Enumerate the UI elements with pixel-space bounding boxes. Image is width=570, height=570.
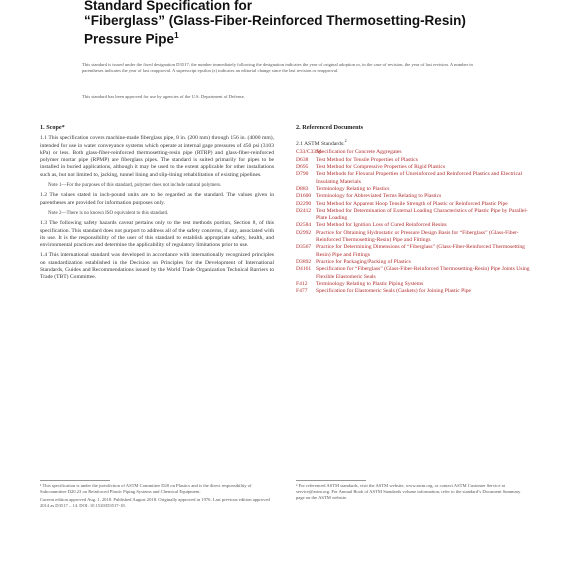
reference-code-link[interactable]: D3567 bbox=[296, 244, 312, 251]
reference-title-link[interactable]: Test Method for Apparent Hoop Tensile Strength of Plastic or Reinforced Plastic Pipe bbox=[316, 200, 508, 207]
reference-item[interactable] bbox=[296, 157, 530, 164]
astm-standards-label: 2.1 ASTM Standards: bbox=[296, 141, 345, 148]
reference-code-link[interactable]: D695 bbox=[296, 164, 309, 171]
reference-item[interactable] bbox=[296, 201, 530, 208]
reference-title-link[interactable]: Practice for Determining Dimensions of “Fiberglass” (Glass-Fiber-Reinforced Thermosetting Resin) Pipe and Fittings bbox=[316, 244, 525, 258]
reference-title-link[interactable]: Test Method for Ignition Loss of Cured Reinforced Resins bbox=[316, 222, 447, 229]
reference-item[interactable] bbox=[296, 193, 530, 200]
reference-code-link[interactable]: D1600 bbox=[296, 193, 312, 200]
scope-paragraph-1-3: 1.3 The following safety hazards caveat pertains only to the test methods portion, Section 8, of this specification. This standard does not purport to address all of the safety concerns, if any, associated with its use. It is the responsibility of the user of this standard to establish appropriate safety, health, and environmental practices and determine the applicability of regulatory limitations prior to use. bbox=[40, 220, 274, 249]
footnote-current-edition: Current edition approved Aug. 1, 2018. Published August 2018. Originally approved in 1976. Last previous edition approved 2014 as D3517 – 14. DOI: 10.1520/D3517-18. bbox=[40, 497, 270, 508]
referenced-documents-heading: 2. Referenced Documents bbox=[296, 124, 364, 131]
scope-heading: 1. Scope* bbox=[40, 124, 65, 131]
title-line-2: “Fiberglass” (Glass-Fiber-Reinforced Thermosetting-Resin) bbox=[84, 13, 466, 28]
footnotes-left bbox=[40, 483, 274, 509]
scope-paragraph-1-1: 1.1 This specification covers machine-made fiberglass pipe, 8 in. (200 mm) through 156 in. (4000 mm), intended for use in water conveyance systems which operate at internal gage pressures of 450 psi (3103 kPa) or less. Both glass-fiber-reinforced thermosetting-resin pipe (RTRP) and glass-fiber-reinforced polymer mortar pipe (RPMP) are fiberglass pipes. The standard is suited primarily for pipes to be installed in buried applications, although it may be used to the extent applicable for other installations such as, but not limited to, jacking, tunnel lining and slip-lining rehabilitation of existing pipelines. bbox=[40, 135, 274, 178]
reference-title-link[interactable]: Terminology Relating to Plastic Piping Systems bbox=[316, 280, 424, 287]
reference-code-link[interactable]: D2412 bbox=[296, 207, 312, 214]
reference-code-link[interactable]: F477 bbox=[296, 288, 308, 295]
note-2: Note 2—There is no known ISO equivalent to this standard. bbox=[48, 210, 169, 216]
footnote-1: ¹ This specification is under the jurisdiction of ASTM Committee D20 on Plastics and is the direct responsibility of Subcommittee D20.23 on Reinforced Plastic Piping Systems and Chemical Equipment. bbox=[40, 483, 252, 494]
reference-item[interactable] bbox=[296, 244, 530, 259]
reference-item[interactable] bbox=[296, 230, 530, 245]
reference-item[interactable] bbox=[296, 222, 530, 229]
reference-code-link[interactable]: D2992 bbox=[296, 229, 312, 236]
reference-list bbox=[296, 149, 530, 295]
reference-code-link[interactable]: D2290 bbox=[296, 200, 312, 207]
reference-code-link[interactable]: C33/C33M bbox=[296, 149, 322, 156]
astm-standards-subhead bbox=[296, 137, 530, 148]
reference-title-link[interactable]: Test Methods for Flexural Properties of Unreinforced and Reinforced Plastics and Electrical Insulating Materials bbox=[316, 171, 523, 185]
reference-title-link[interactable]: Specification for Concrete Aggregates bbox=[316, 149, 402, 156]
scope-paragraph-1-2: 1.2 The values stated in inch-pound units are to be regarded as the standard. The values given in parentheses are provided for information purposes only. bbox=[40, 192, 274, 206]
reference-title-link[interactable]: Test Method for Compressive Properties of Rigid Plastics bbox=[316, 164, 446, 171]
reference-title-link[interactable]: Terminology for Abbreviated Terms Relating to Plastics bbox=[316, 193, 442, 200]
astm-standards-footnote-mark: 2 bbox=[344, 138, 347, 144]
reference-code-link[interactable]: D3892 bbox=[296, 258, 312, 265]
reference-item[interactable] bbox=[296, 149, 530, 156]
title-footnote-mark: 1 bbox=[174, 31, 179, 40]
reference-title-link[interactable]: Specification for Elastomeric Seals (Gaskets) for Joining Plastic Pipe bbox=[316, 288, 472, 295]
reference-item[interactable] bbox=[296, 266, 530, 281]
reference-item[interactable] bbox=[296, 288, 530, 295]
right-column bbox=[296, 124, 530, 295]
reference-code-link[interactable]: D790 bbox=[296, 171, 309, 178]
dod-approval-notice: This standard has been approved for use by agencies of the U.S. Department of Defense. bbox=[82, 94, 245, 99]
reference-title-link[interactable]: Specification for “Fiberglass” (Glass-Fiber-Reinforced Thermosetting-Resin) Pipe Joints Using Flexible Elastomeric Seals bbox=[316, 266, 530, 280]
footnote-2: ² For referenced ASTM standards, visit the ASTM website, www.astm.org, or contact ASTM Customer Service at service@astm.org. For Annual Book of ASTM Standards volume information, refer to the standard’s Document Summary page on the ASTM website. bbox=[296, 483, 521, 500]
reference-code-link[interactable]: D638 bbox=[296, 156, 309, 163]
scope-paragraph-1-4: 1.4 This international standard was developed in accordance with internationally recognized principles on standardization established in the Decision on Principles for the Development of International Standards, Guides and Recommendations issued by the World Trade Organization Technical Barriers to Trade (TBT) Committee. bbox=[40, 252, 274, 281]
footnote-divider-right bbox=[296, 480, 366, 481]
title-line-3: Pressure Pipe bbox=[84, 31, 175, 47]
document-title bbox=[84, 0, 504, 47]
title-line-1: Standard Specification for bbox=[84, 0, 253, 13]
left-column bbox=[40, 124, 274, 285]
reference-code-link[interactable]: D4161 bbox=[296, 266, 312, 273]
designation-notice: This standard is issued under the fixed designation D3517; the number immediately following the designation indicates the year of original adoption or, in the case of revision, the year of last revision. A number in parentheses indicates the year of last reapproval. A superscript epsilon (ε) indicates an editorial change since the last revision or reapproval. bbox=[82, 62, 473, 73]
reference-title-link[interactable]: Test Method for Tensile Properties of Plastics bbox=[316, 156, 418, 163]
reference-code-link[interactable]: D883 bbox=[296, 185, 309, 192]
reference-code-link[interactable]: D2584 bbox=[296, 222, 312, 229]
reference-title-link[interactable]: Practice for Packaging/Packing of Plastics bbox=[316, 258, 411, 265]
reference-item[interactable] bbox=[296, 171, 530, 186]
reference-code-link[interactable]: F412 bbox=[296, 280, 308, 287]
note-1: Note 1—For the purposes of this standard, polymer does not include natural polymers. bbox=[48, 183, 222, 189]
reference-item[interactable] bbox=[296, 208, 530, 223]
reference-title-link[interactable]: Practice for Obtaining Hydrostatic or Pressure Design Basis for “Fiberglass” (Glass-Fiber-Reinforced Thermosetting-Resin) Pipe and Fittings bbox=[316, 229, 519, 244]
reference-item[interactable] bbox=[296, 281, 530, 288]
reference-title-link[interactable]: Test Method for Determination of External Loading Characteristics of Plastic Pipe by Parallel-Plate Loading bbox=[316, 207, 528, 222]
footnote-divider-left bbox=[40, 480, 110, 481]
reference-title-link[interactable]: Terminology Relating to Plastics bbox=[316, 185, 390, 192]
